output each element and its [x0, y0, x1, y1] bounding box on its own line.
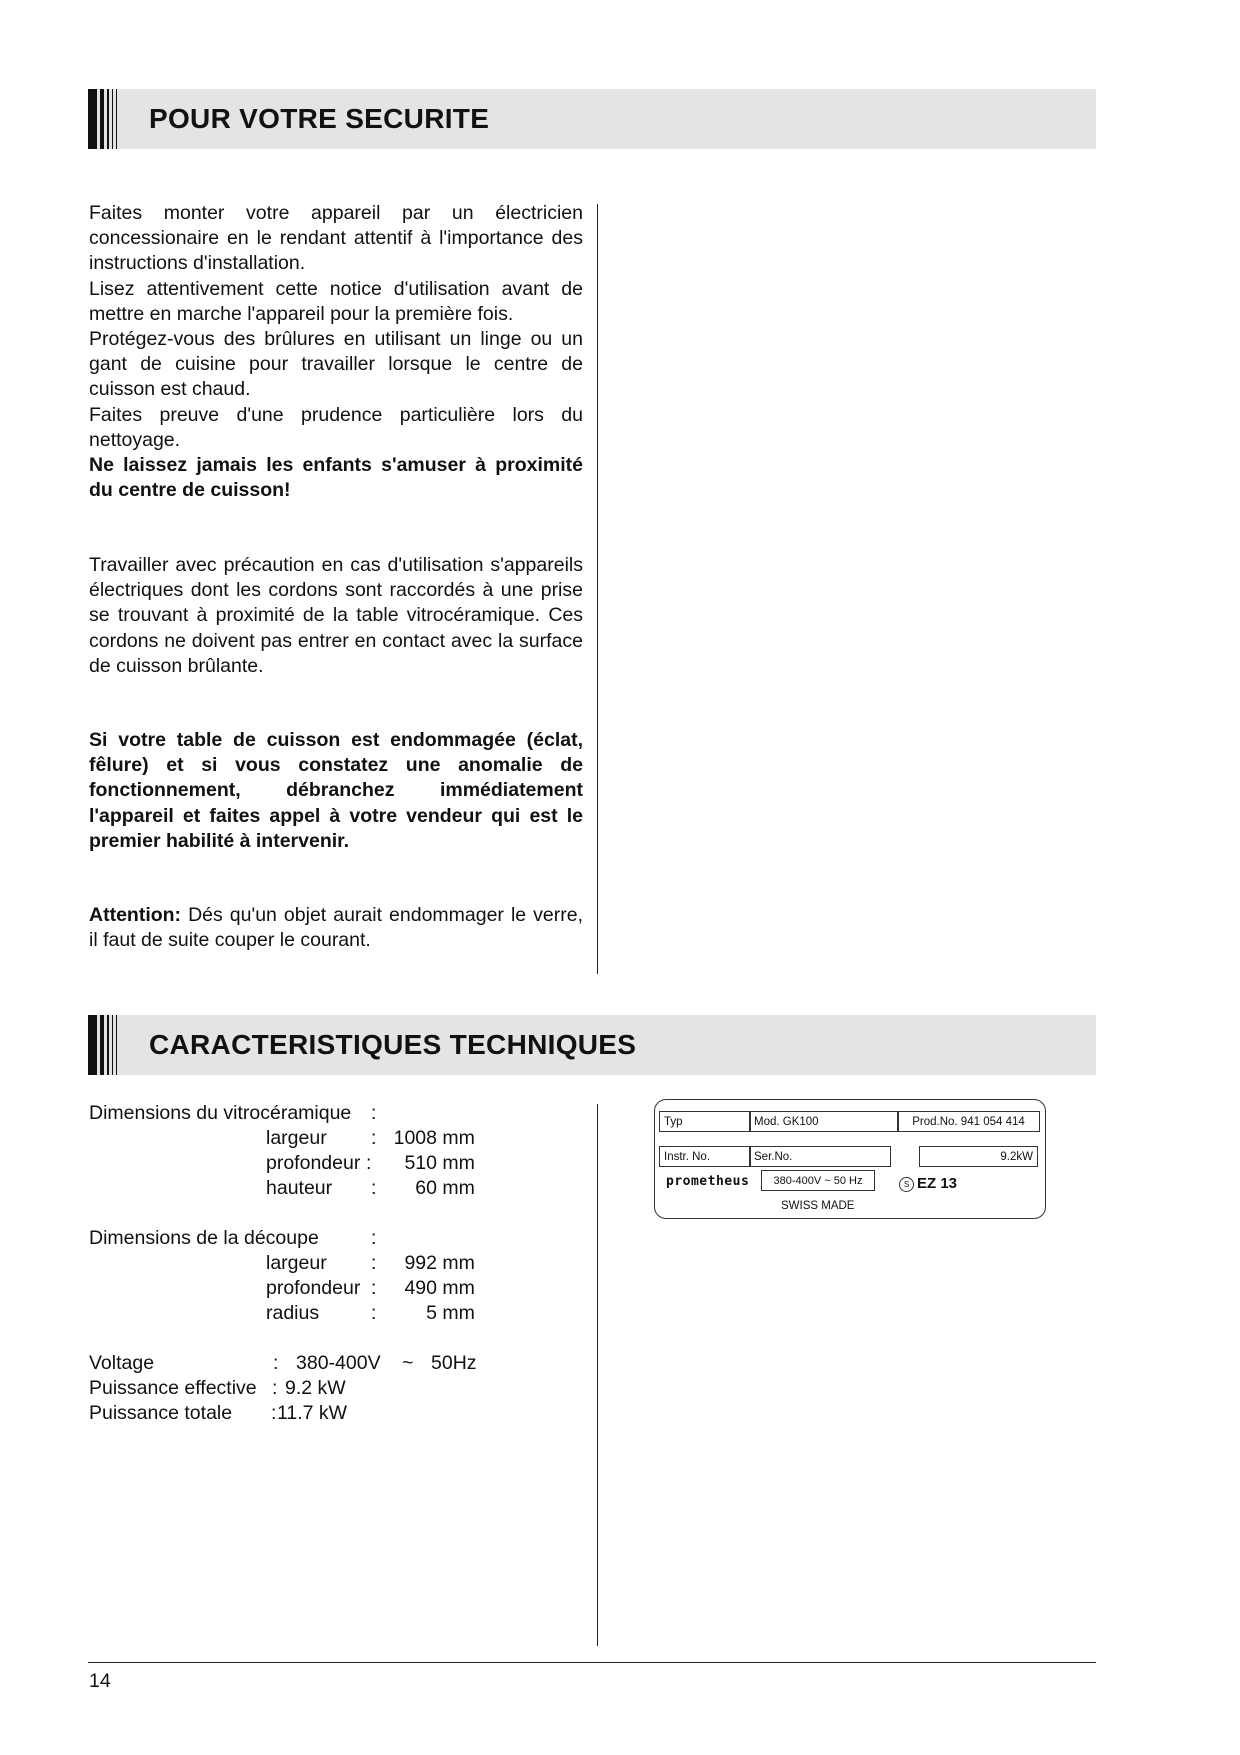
spec-puissance-effective-value: 9.2 kW: [285, 1377, 346, 1399]
plate-voltage: 380-400V ~ 50 Hz: [761, 1170, 875, 1191]
plate-serial-number: Ser.No.: [749, 1146, 891, 1167]
colon: :: [371, 1127, 377, 1149]
section-title-securite: POUR VOTRE SECURITE: [149, 103, 490, 134]
attention-note: [89, 903, 583, 953]
safety-paragraph-1: Faites monter votre appareil par un électricien concessionaire en le rendant attentif à l'importance des instructions d'installation.: [89, 202, 583, 275]
colon: :: [272, 1377, 278, 1399]
column-divider-2: [597, 1104, 598, 1646]
spec-decoupe-value-profondeur: 490 mm: [404, 1277, 475, 1299]
colon: :: [371, 1302, 377, 1324]
safety-paragraph-3: Protégez-vous des brûlures en utilisant un linge ou un gant de cuisine pour travailler lorsque le centre de cuisson est chaud.: [89, 328, 583, 401]
colon: :: [371, 1227, 377, 1249]
spec-vitro-heading: Dimensions du vitrocéramique: [89, 1102, 352, 1124]
stripes-decoration: [88, 1015, 120, 1075]
safety-paragraph-6: Travailler avec précaution en cas d'utilisation s'appareils électriques dont les cordons sont raccordés à une prise se trouvant à proximité de la table vitrocéramique. Ces cordons ne doivent pas entrer en contact avec la surface de cuisson brûlante.: [89, 554, 583, 677]
spec-decoupe-label-radius: radius: [266, 1302, 320, 1324]
rating-plate: [654, 1099, 1046, 1219]
spec-decoupe-label-largeur: largeur: [266, 1252, 327, 1274]
column-divider: [597, 204, 598, 974]
spec-decoupe-label-profondeur: profondeur: [266, 1277, 361, 1299]
section-header-securite: [88, 89, 1096, 149]
spec-decoupe-heading: Dimensions de la découpe: [89, 1227, 319, 1249]
safety-paragraph-7: Si votre table de cuisson est endommagée (éclat, fêlure) et si vous constatez une anomalie de fonctionnement, débranchez immédiatement l'appareil et faites appel à votre vendeur qui est le premier habilité à intervenir.: [89, 729, 583, 852]
plate-prod-number: Prod.No. 941 054 414: [897, 1111, 1040, 1132]
plate-typ: Typ: [659, 1111, 751, 1132]
safety-warning-damage: [89, 728, 583, 854]
section-title-caracteristiques: CARACTERISTIQUES TECHNIQUES: [149, 1029, 637, 1060]
spec-voltage-value: 380-400V: [296, 1352, 381, 1374]
plate-brand-logo: prometheus: [666, 1174, 750, 1189]
plate-model: Mod. GK100: [749, 1111, 899, 1132]
spec-vitro-label-profondeur: profondeur: [266, 1152, 361, 1174]
spec-vitro-value-hauteur: 60 mm: [415, 1177, 475, 1199]
plate-power: 9.2kW: [919, 1146, 1038, 1167]
spec-puissance-effective-label: Puissance effective: [89, 1377, 257, 1399]
footer-rule: [88, 1662, 1096, 1663]
spec-voltage-label: Voltage: [89, 1352, 155, 1374]
colon: :: [371, 1102, 377, 1124]
section-header-caracteristiques: [88, 1015, 1096, 1075]
spec-decoupe-value-largeur: 992 mm: [404, 1252, 475, 1274]
page-number: 14: [89, 1670, 111, 1692]
colon: :: [371, 1277, 377, 1299]
stripes-decoration: [88, 89, 120, 149]
attention-label: Attention:: [89, 904, 182, 926]
spec-voltage-tilde: ~: [402, 1352, 414, 1374]
colon: :: [271, 1402, 277, 1424]
spec-voltage-frequency: 50Hz: [431, 1352, 477, 1374]
colon: :: [371, 1252, 377, 1274]
spec-decoupe-value-radius: 5 mm: [426, 1302, 475, 1324]
spec-puissance-totale-label: Puissance totale: [89, 1402, 233, 1424]
spec-vitro-value-profondeur: 510 mm: [404, 1152, 475, 1174]
safety-text-block: [89, 201, 583, 503]
plate-instr-number: Instr. No.: [659, 1146, 751, 1167]
safety-paragraph-2: Lisez attentivement cette notice d'utilisation avant de mettre en marche l'appareil pour la première fois.: [89, 277, 583, 325]
spec-vitro-value-largeur: 1008 mm: [393, 1127, 475, 1149]
safety-paragraph-4: Faites preuve d'une prudence particulière lors du nettoyage.: [89, 403, 583, 451]
plate-swiss-made: SWISS MADE: [781, 1200, 855, 1212]
colon: :: [366, 1152, 372, 1174]
safety-paragraph-cords: [89, 553, 583, 679]
colon: :: [273, 1352, 279, 1374]
spec-puissance-totale-value: 11.7 kW: [277, 1402, 348, 1424]
safety-warning-children: Ne laissez jamais les enfants s'amuser à proximité du centre de cuisson!: [89, 454, 583, 502]
spec-vitro-label-hauteur: hauteur: [266, 1177, 333, 1199]
attention-text: Dés qu'un objet aurait endommager le verre, il faut de suite couper le courant.: [89, 904, 583, 952]
colon: :: [371, 1177, 377, 1199]
plate-certification: S EZ 13: [899, 1175, 957, 1192]
spec-vitro-label-largeur: largeur: [266, 1127, 327, 1149]
certification-mark-icon: S: [899, 1177, 914, 1192]
